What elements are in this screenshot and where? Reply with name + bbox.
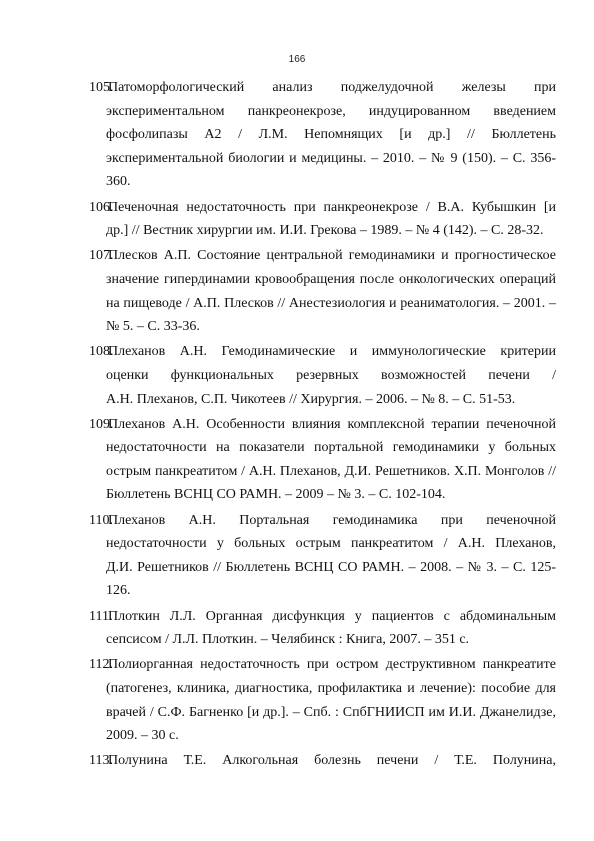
reference-text-line: № 5. – С. 33-36. bbox=[106, 319, 200, 335]
reference-text-line: др.] // Вестник хирургии им. И.И. Грекова – 1989. – № 4 (142). – С. 28-32. bbox=[106, 223, 544, 239]
reference-text-line: 2009. – 30 с. bbox=[106, 728, 179, 744]
reference-text-line: Полунина Т.Е. Алкогольная болезнь печени / Т.Е. Полунина, bbox=[108, 753, 556, 769]
reference-number: 110. bbox=[89, 512, 113, 528]
reference-text-line: Плоткин Л.Л. Органная дисфункция у пациентов с абдоминальным bbox=[108, 608, 556, 624]
reference-text-line: 360. bbox=[106, 174, 131, 190]
reference-number: 106. bbox=[89, 199, 114, 215]
reference-text-line: (патогенез, клиника, диагностика, профилактика и лечение): пособие для bbox=[106, 681, 556, 696]
reference-item bbox=[89, 340, 556, 411]
reference-text-line: Плеханов А.Н. Гемодинамические и иммунологические критерии bbox=[108, 344, 556, 360]
reference-text-line: Д.И. Решетников // Бюллетень ВСНЦ СО РАМН. – 2008. – № 3. – С. 125- bbox=[106, 559, 556, 575]
reference-text-line: экспериментальной биологии и медицины. – 2010. – № 9 (150). – С. 356- bbox=[106, 150, 556, 166]
reference-text-line: значение гипердинамии кровообращения после онкологических операций bbox=[106, 271, 556, 287]
reference-item bbox=[89, 196, 556, 243]
reference-text-line: Печеночная недостаточность при панкреонекрозе / В.А. Кубышкин [и bbox=[108, 199, 556, 215]
reference-item bbox=[89, 749, 556, 773]
reference-item bbox=[89, 509, 556, 603]
reference-text-line: Полиорганная недостаточность при остром деструктивном панкреатите bbox=[108, 657, 556, 673]
reference-item bbox=[89, 605, 556, 652]
reference-text-line: сепсисом / Л.Л. Плоткин. – Челябинск : Книга, 2007. – 351 с. bbox=[106, 632, 470, 648]
reference-number: 112. bbox=[89, 657, 113, 673]
reference-text-line: Плеханов А.Н. Портальная гемодинамика при печеночной bbox=[108, 512, 556, 528]
reference-number: 113. bbox=[89, 753, 113, 769]
reference-text-line: Патоморфологический анализ поджелудочной железы при bbox=[108, 80, 556, 95]
reference-text-line: Плеханов А.Н. Особенности влияния комплексной терапии печеночной bbox=[108, 416, 556, 432]
reference-item bbox=[89, 76, 556, 194]
reference-text-line: Плесков А.П. Состояние центральной гемодинамики и прогностическое bbox=[108, 248, 556, 264]
reference-text-line: острым панкреатитом / А.Н. Плеханов, Д.И. Решетников. Х.П. Монголов // bbox=[106, 463, 556, 479]
reference-text-line: недостаточности на показатели портальной гемодинамики у больных bbox=[106, 440, 556, 456]
reference-text-line: А.Н. Плеханов, С.П. Чикотеев // Хирургия. – 2006. – № 8. – С. 51-53. bbox=[106, 391, 516, 407]
reference-text-line: фосфолипазы А2 / Л.М. Непомнящих [и др.] // Бюллетень bbox=[106, 127, 556, 143]
reference-text-line: оценки функциональных резервных возможностей печени / bbox=[106, 367, 556, 383]
reference-number: 105. bbox=[89, 80, 114, 95]
reference-number: 107. bbox=[89, 248, 114, 264]
reference-text-line: Бюллетень ВСНЦ СО РАМН. – 2009 – № 3. – С. 102-104. bbox=[106, 487, 446, 503]
reference-text-line: на пищеводе / А.П. Плесков // Анестезиология и реаниматология. – 2001. – bbox=[106, 295, 556, 311]
reference-text-line: недостаточности у больных острым панкреатитом / А.Н. Плеханов, bbox=[106, 536, 556, 552]
reference-text-line: 126. bbox=[106, 583, 131, 599]
reference-number: 108. bbox=[89, 344, 114, 360]
reference-text-line: врачей / С.Ф. Багненко [и др.]. – Спб. : СпбГНИИСП им И.И. Джанелидзе, bbox=[106, 704, 556, 720]
reference-text-line: экспериментальном панкреонекрозе, индуцированном введением bbox=[106, 103, 556, 119]
reference-item bbox=[89, 653, 556, 747]
reference-item bbox=[89, 244, 556, 338]
page-number: 166 bbox=[288, 54, 306, 65]
reference-list bbox=[89, 76, 556, 775]
reference-item bbox=[89, 413, 556, 507]
reference-number: 109. bbox=[89, 416, 114, 432]
reference-number: 111. bbox=[89, 608, 113, 624]
